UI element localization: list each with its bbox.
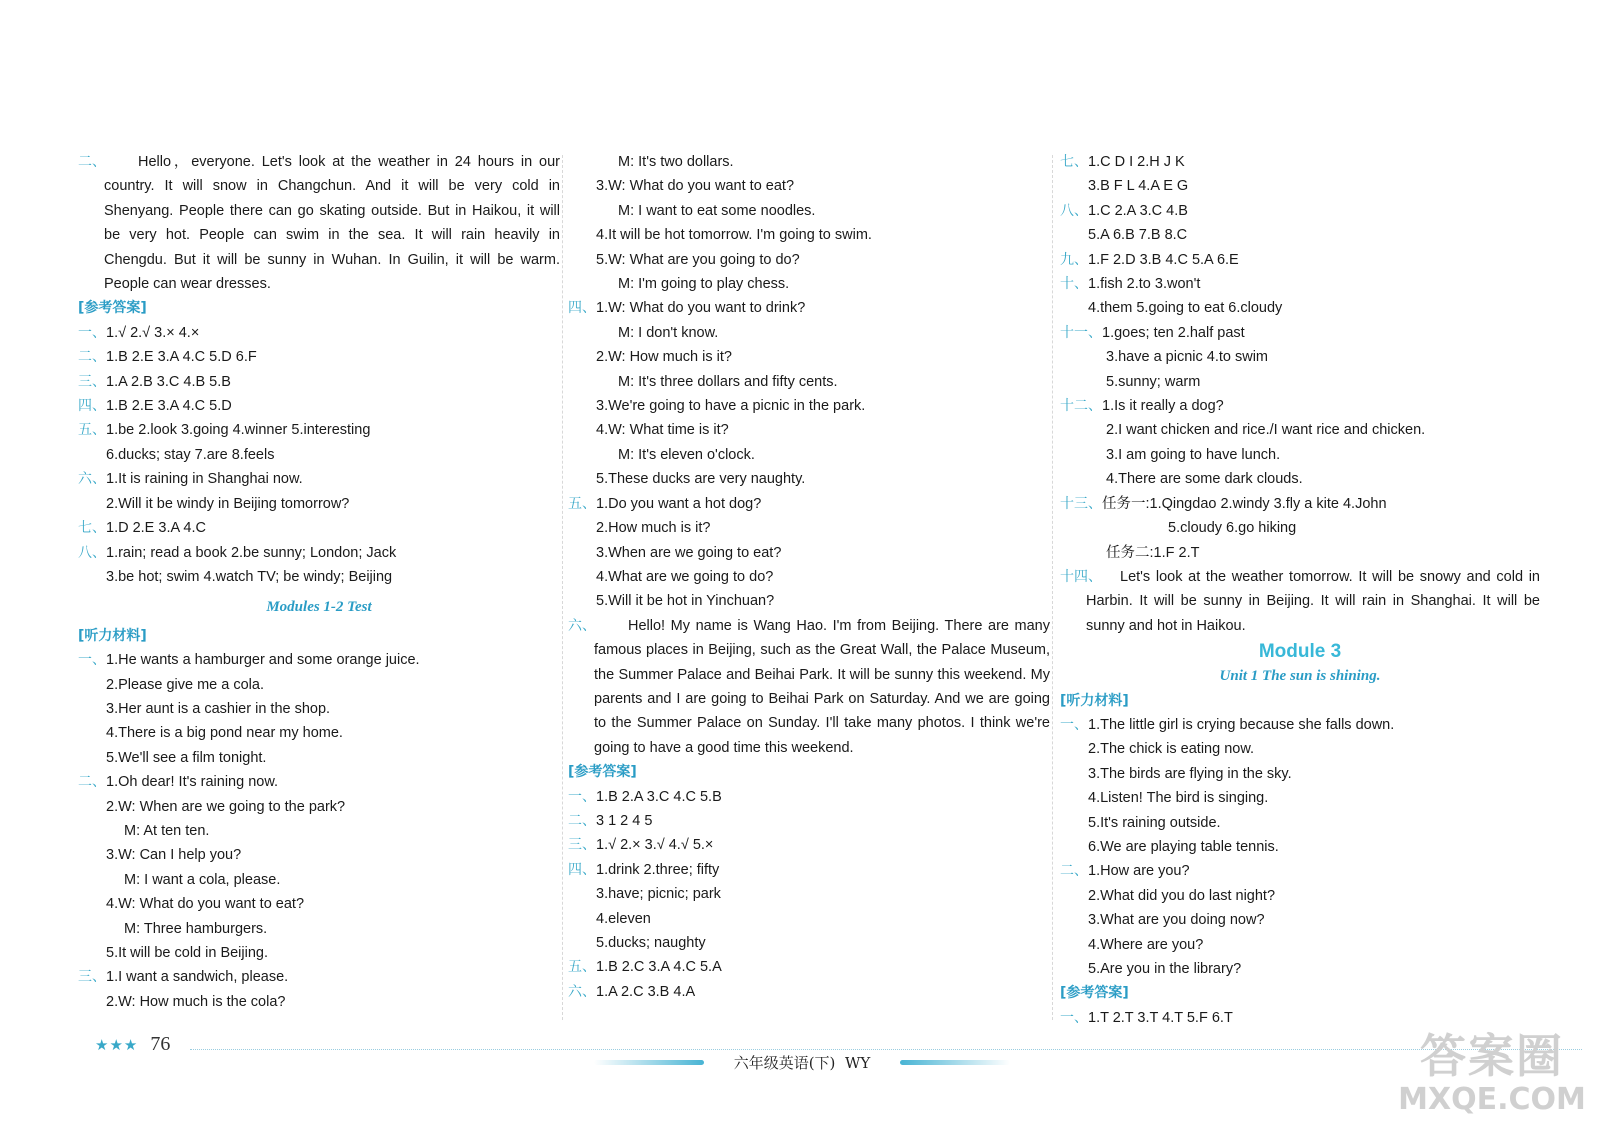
line-text: M: I'm going to play chess. (618, 276, 790, 293)
line-text: [听力材料] (78, 627, 147, 644)
line-text: [参考答案] (568, 764, 637, 781)
transcript-paragraph (1060, 565, 1540, 638)
question-number: 九、 (1060, 251, 1088, 268)
watermark-logo (1392, 1020, 1592, 1140)
line-text: 3.be hot; swim 4.watch TV; be windy; Beijing (106, 568, 393, 585)
question-number: 五、 (568, 495, 596, 512)
line-text: 5.These ducks are very naughty. (596, 471, 806, 488)
line-text: M: At ten ten. (124, 822, 210, 839)
answer-line (1060, 174, 1540, 198)
line-text: 6.ducks; stay 7.are 8.feels (106, 446, 275, 463)
line-text: M: I want a cola, please. (124, 871, 281, 888)
line-text: 1.A 2.B 3.C 4.B 5.B (106, 373, 231, 390)
answer-line (568, 394, 1050, 418)
line-text: 2.How much is it? (596, 520, 711, 537)
line-text: 5.W: What are you going to do? (596, 251, 800, 268)
line-text: 3 1 2 4 5 (596, 812, 653, 829)
answer-line (1060, 737, 1540, 761)
question-number: 三、 (78, 373, 106, 390)
line-text: M: Three hamburgers. (124, 920, 268, 937)
line-text: 1.C D I 2.H J K (1088, 154, 1185, 170)
line-text: 2.W: When are we going to the park? (106, 798, 346, 815)
answer-line (568, 443, 1050, 467)
answer-line (568, 174, 1050, 198)
answer-line (568, 248, 1050, 272)
question-number: 三、 (78, 969, 106, 986)
star-icon: ★★★ (95, 1035, 139, 1054)
question-number: 八、 (78, 544, 106, 561)
answer-line (568, 150, 1050, 174)
answer-line (78, 721, 560, 745)
line-text: 任务一:1.Qingdao 2.windy 3.fly a kite 4.John (1102, 495, 1387, 512)
line-text: 5.It will be cold in Beijing. (106, 945, 268, 961)
line-text: 1.B 2.C 3.A 4.C 5.A (596, 959, 722, 976)
answer-line (1060, 223, 1540, 247)
answer-column-2 (568, 150, 1050, 1004)
answer-line (568, 833, 1050, 857)
line-text: M: I want to eat some noodles. (618, 202, 816, 219)
answer-line (568, 467, 1050, 491)
footer-bar-right (900, 1060, 1010, 1065)
answer-line (78, 321, 560, 345)
line-text: 2.I want chicken and rice./I want rice and chicken. (1106, 422, 1426, 439)
question-number: 十三、 (1060, 495, 1102, 512)
section-header (568, 760, 1050, 784)
question-number: 六、 (568, 617, 596, 634)
answer-line (78, 648, 560, 672)
page-number: 76 (150, 1033, 171, 1055)
answer-line (568, 931, 1050, 955)
answer-line (78, 892, 560, 916)
line-text: M: I don't know. (618, 324, 719, 341)
answer-line (1060, 859, 1540, 883)
answer-line (568, 882, 1050, 906)
answer-line (78, 965, 560, 989)
line-text: Hello! My name is Wang Hao. I'm from Beijing. There are many famous places in Beijing, such as the Great Wall, the Palace Museum, the Summer Palace and Beihai Park. It will be sunny this weekend. My parents and I are going to Beihai Park on Saturday. And we are going to the Summer Palace on Sunday. I'll take many photos. I think we're going to have a good time this weekend. (594, 617, 1050, 756)
answer-line (78, 541, 560, 565)
test-title (78, 595, 560, 619)
answer-line (568, 492, 1050, 516)
answer-line (78, 917, 560, 941)
line-text: 3.I am going to have lunch. (1106, 446, 1281, 463)
answer-line (1060, 957, 1540, 981)
line-text: 1.Is it really a dog? (1102, 398, 1224, 415)
answer-line (568, 199, 1050, 223)
answer-line (1060, 908, 1540, 932)
answer-line (1060, 345, 1540, 369)
answer-line (568, 223, 1050, 247)
answer-column-1 (78, 150, 560, 1014)
answer-line (568, 370, 1050, 394)
line-text: 1.The little girl is crying because she falls down. (1088, 716, 1395, 733)
answer-line (78, 795, 560, 819)
answer-line (1060, 713, 1540, 737)
answer-line (1060, 835, 1540, 859)
line-text: 任务二:1.F 2.T (1106, 544, 1200, 561)
answer-line (78, 370, 560, 394)
line-text: [听力材料] (1060, 692, 1129, 709)
answer-line (568, 345, 1050, 369)
line-text: 1.Oh dear! It's raining now. (106, 774, 279, 791)
line-text: Modules 1-2 Test (266, 599, 372, 616)
module-title (1060, 640, 1540, 664)
section-header (1060, 981, 1540, 1005)
answer-line (78, 819, 560, 843)
line-text: 2.W: How much is it? (596, 349, 732, 366)
answer-line (568, 516, 1050, 540)
answer-line (78, 868, 560, 892)
line-text: 4.Listen! The bird is singing. (1088, 790, 1269, 807)
answer-line (568, 272, 1050, 296)
answer-line (78, 443, 560, 467)
answer-line (78, 418, 560, 442)
line-text: 4.W: What do you want to eat? (106, 896, 305, 913)
answer-line (1060, 394, 1540, 418)
answer-column-3 (1060, 150, 1540, 1030)
question-number: 三、 (568, 837, 596, 854)
line-text: 5.Will it be hot in Yinchuan? (596, 593, 775, 610)
answer-line (78, 516, 560, 540)
line-text: 4.There is a big pond near my home. (106, 725, 343, 742)
answer-line (568, 565, 1050, 589)
answer-line (1060, 418, 1540, 442)
line-text: 5.A 6.B 7.B 8.C (1088, 227, 1188, 244)
line-text: M: It's three dollars and fifty cents. (618, 373, 838, 390)
answer-line (78, 394, 560, 418)
section-header (1060, 689, 1540, 713)
line-text: Unit 1 The sun is shining. (1219, 668, 1381, 685)
line-text: 3.What are you doing now? (1088, 912, 1265, 929)
line-text: 2.Will it be windy in Beijing tomorrow? (106, 495, 350, 512)
question-number: 一、 (1060, 1009, 1088, 1026)
line-text: 1.drink 2.three; fifty (596, 861, 720, 878)
line-text: 1.T 2.T 3.T 4.T 5.F 6.T (1088, 1009, 1233, 1026)
answer-line (568, 785, 1050, 809)
line-text: 3.When are we going to eat? (596, 544, 782, 561)
line-text: 1.A 2.C 3.B 4.A (596, 983, 696, 1000)
answer-line (1060, 150, 1540, 174)
line-text: M: It's two dollars. (618, 154, 734, 170)
line-text: 3.have; picnic; park (596, 886, 721, 903)
line-text: 1.W: What do you want to drink? (596, 300, 806, 317)
answer-line (78, 467, 560, 491)
answer-line (568, 418, 1050, 442)
answer-line (1060, 321, 1540, 345)
column-divider (1052, 155, 1053, 1020)
question-number: 四、 (568, 861, 596, 878)
answer-line (78, 697, 560, 721)
question-number: 十一、 (1060, 324, 1102, 341)
answer-line (568, 296, 1050, 320)
line-text: 3.W: Can I help you? (106, 847, 242, 864)
line-text: 4.It will be hot tomorrow. I'm going to swim. (596, 227, 872, 244)
line-text: 1.B 2.E 3.A 4.C 5.D 6.F (106, 349, 257, 366)
line-text: 1.How are you? (1088, 863, 1190, 880)
line-text: 1.He wants a hamburger and some orange juice. (106, 652, 420, 669)
book-title: 六年级英语(下) WY (733, 1054, 871, 1072)
answer-line (568, 955, 1050, 979)
answer-line (1060, 884, 1540, 908)
line-text: 5.We'll see a film tonight. (106, 749, 267, 766)
line-text: 1.goes; ten 2.half past (1102, 324, 1245, 341)
footer-dotted-rule (190, 1049, 1582, 1050)
transcript-paragraph (568, 614, 1050, 760)
question-number: 一、 (1060, 716, 1088, 733)
answer-line (1060, 516, 1540, 540)
answer-line (568, 809, 1050, 833)
line-text: 1.√ 2.√ 3.× 4.× (106, 324, 200, 341)
section-header (78, 296, 560, 320)
question-number: 一、 (78, 652, 106, 669)
answer-line (1060, 541, 1540, 565)
answer-line (568, 321, 1050, 345)
answer-line (568, 980, 1050, 1004)
question-number: 五、 (568, 959, 596, 976)
question-number: 二、 (1060, 863, 1088, 880)
answer-line (1060, 811, 1540, 835)
answer-line (1060, 248, 1540, 272)
footer-bar-left (594, 1060, 704, 1065)
answer-line (1060, 296, 1540, 320)
footer-page-info (95, 1033, 170, 1056)
answer-line (78, 941, 560, 965)
line-text: Module 3 (1258, 641, 1342, 663)
transcript-paragraph (78, 150, 560, 296)
line-text: 2.What did you do last night? (1088, 887, 1276, 904)
answer-line (78, 565, 560, 589)
answer-line (78, 345, 560, 369)
question-number: 十、 (1060, 276, 1088, 293)
line-text: 1.F 2.D 3.B 4.C 5.A 6.E (1088, 251, 1239, 268)
question-number: 一、 (78, 324, 106, 341)
answer-line (1060, 370, 1540, 394)
question-number: 七、 (78, 520, 106, 537)
question-number: 六、 (78, 471, 106, 488)
answer-line (568, 858, 1050, 882)
line-text: 4.What are we going to do? (596, 568, 774, 585)
section-header (78, 624, 560, 648)
line-text: 3.B F L 4.A E G (1088, 178, 1189, 195)
line-text: 3.Her aunt is a cashier in the shop. (106, 700, 331, 717)
answer-line (78, 770, 560, 794)
line-text: 4.them 5.going to eat 6.cloudy (1088, 300, 1283, 317)
line-text: 5.It's raining outside. (1088, 814, 1221, 831)
line-text: 3.We're going to have a picnic in the park. (596, 398, 866, 415)
answer-line (78, 492, 560, 516)
line-text: 1.rain; read a book 2.be sunny; London; Jack (106, 544, 397, 561)
line-text: 1.B 2.A 3.C 4.C 5.B (596, 788, 722, 805)
column-divider (562, 155, 563, 1020)
line-text: 1.D 2.E 3.A 4.C (106, 520, 206, 537)
question-number: 一、 (568, 788, 596, 805)
answer-line (1060, 467, 1540, 491)
line-text: 1.be 2.look 3.going 4.winner 5.interesting (106, 422, 371, 439)
question-number: 二、 (78, 349, 106, 366)
line-text: 2.Please give me a cola. (106, 676, 264, 693)
line-text: M: It's eleven o'clock. (618, 446, 755, 463)
line-text: 1.fish 2.to 3.won't (1088, 276, 1201, 293)
answer-line (1060, 762, 1540, 786)
answer-line (78, 990, 560, 1014)
answer-line (1060, 443, 1540, 467)
line-text: 4.W: What time is it? (596, 422, 729, 439)
line-text: 1.B 2.E 3.A 4.C 5.D (106, 398, 232, 415)
answer-line (78, 673, 560, 697)
question-number: 十二、 (1060, 398, 1102, 415)
unit-title (1060, 664, 1540, 688)
answer-line (78, 843, 560, 867)
line-text: 5.sunny; warm (1106, 373, 1201, 390)
question-number: 四、 (78, 398, 106, 415)
answer-line (78, 746, 560, 770)
question-number: 二、 (568, 812, 596, 829)
line-text: 1.Do you want a hot dog? (596, 495, 762, 512)
question-number: 七、 (1060, 154, 1088, 170)
line-text: 4.Where are you? (1088, 936, 1204, 953)
question-number: 六、 (568, 983, 596, 1000)
line-text: 5.ducks; naughty (596, 935, 706, 951)
line-text: 1.It is raining in Shanghai now. (106, 471, 303, 488)
question-number: 十四、 (1060, 568, 1102, 585)
footer-book-label (594, 1052, 1010, 1073)
line-text: 6.We are playing table tennis. (1088, 838, 1279, 855)
answer-line (568, 541, 1050, 565)
answer-line (568, 907, 1050, 931)
line-text: 3.The birds are flying in the sky. (1088, 765, 1292, 782)
answer-line (1060, 272, 1540, 296)
answer-line (1060, 786, 1540, 810)
watermark-url: MXQE.COM (1398, 1082, 1586, 1117)
line-text: Let's look at the weather tomorrow. It will be snowy and cold in Harbin. It will be sunny in Beijing. It will rain in Shanghai. It will be sunny and hot in Haikou. (1086, 568, 1540, 634)
line-text: 2.The chick is eating now. (1088, 741, 1255, 758)
answer-line (568, 589, 1050, 613)
line-text: 1.√ 2.× 3.√ 4.√ 5.× (596, 837, 714, 854)
question-number: 四、 (568, 300, 596, 317)
line-text: 3.W: What do you want to eat? (596, 178, 795, 195)
line-text: [参考答案] (1060, 985, 1129, 1002)
line-text: 4.eleven (596, 910, 651, 927)
line-text: 1.I want a sandwich, please. (106, 969, 289, 986)
line-text: 1.C 2.A 3.C 4.B (1088, 202, 1188, 219)
question-number: 八、 (1060, 202, 1088, 219)
answer-line (1060, 199, 1540, 223)
watermark-logo-text: 答案圈 (1420, 1029, 1564, 1083)
line-text: 3.have a picnic 4.to swim (1106, 349, 1268, 366)
answer-line (1060, 933, 1540, 957)
line-text: 4.There are some dark clouds. (1106, 471, 1303, 488)
line-text: 2.W: How much is the cola? (106, 993, 286, 1010)
question-number: 二、 (78, 154, 106, 170)
question-number: 二、 (78, 774, 106, 791)
question-number: 五、 (78, 422, 106, 439)
line-text: [参考答案] (78, 300, 147, 317)
answer-line (1060, 492, 1540, 516)
line-text: Hello，everyone. Let's look at the weather in 24 hours in our country. It will snow in Changchun. And it will be very cold in Shenyang. People there can go skating outside. But in Haikou, it will be very hot. People can swim in the sea. It will rain heavily in Chengdu. But it will be sunny in Wuhan. In Guilin, it will be warm. People can wear dresses. (104, 154, 560, 293)
line-text: 5.cloudy 6.go hiking (1168, 520, 1297, 537)
line-text: 5.Are you in the library? (1088, 961, 1242, 977)
